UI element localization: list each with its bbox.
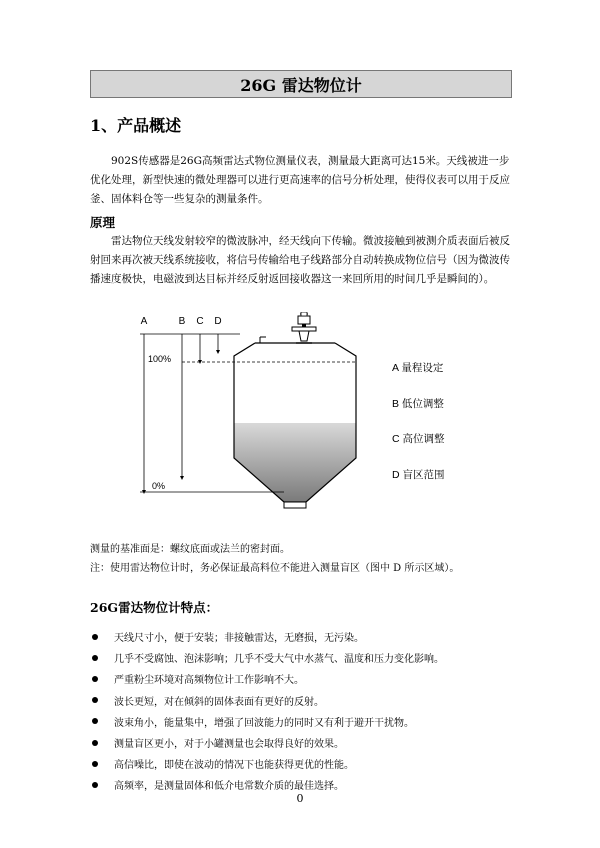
material-fill bbox=[234, 423, 356, 502]
legend-b: B 低位调整 bbox=[392, 398, 444, 410]
bullet-icon bbox=[92, 718, 98, 724]
document-title: 26G 雷达物位计 bbox=[90, 70, 512, 98]
list-item: 测量盲区更小，对于小罐测量也会取得良好的效果。 bbox=[90, 732, 444, 753]
bullet-icon bbox=[92, 676, 98, 682]
list-item: 波束角小，能量集中，增强了回波能力的同时又有利于避开干扰物。 bbox=[90, 711, 444, 732]
label-100pct: 100% bbox=[148, 354, 172, 364]
list-item: 高信噪比，即使在波动的情况下也能获得更优的性能。 bbox=[90, 753, 444, 774]
bullet-icon bbox=[92, 655, 98, 661]
label-d: D bbox=[214, 316, 222, 327]
radar-sensor-icon bbox=[292, 312, 316, 343]
bullet-icon bbox=[92, 740, 98, 746]
label-b: B bbox=[178, 316, 186, 327]
baseline-note: 测量的基准面是：螺纹底面或法兰的密封面。 bbox=[90, 544, 290, 555]
radar-tank-diagram bbox=[130, 312, 460, 522]
list-item: 几乎不受腐蚀、泡沫影响；几乎不受大气中水蒸气、温度和压力变化影响。 bbox=[90, 647, 444, 668]
legend-a: A 量程设定 bbox=[392, 362, 444, 374]
bullet-icon bbox=[92, 761, 98, 767]
bullet-icon bbox=[92, 697, 98, 703]
legend-d: D 盲区范围 bbox=[392, 469, 445, 481]
label-a: A bbox=[140, 316, 148, 327]
principle-paragraph: 雷达物位天线发射较窄的微波脉冲，经天线向下传输。微波接触到被测介质表面后被反射回来再次被天线系统接收，将信号传输给电子线路部分自动转换成物位信号（因为微波传播速度极快，电磁波到达目标并经反射返回接收器这一来回所用的时间几乎是瞬间的）。 bbox=[90, 235, 510, 285]
list-item: 天线尺寸小，便于安装；非接触雷达，无磨损，无污染。 bbox=[90, 626, 444, 647]
label-0pct: 0% bbox=[152, 481, 166, 491]
overview-paragraph: 902S传感器是26G高频雷达式物位测量仪表，测量最大距离可达15米。天线被进一步优化处理，新型快速的微处理器可以进行更高速率的信号分析处理，使得仪表可以用于反应釜、固体料仓等一些复杂的测量条件。 bbox=[90, 155, 510, 205]
section-heading-overview: 1、产品概述 bbox=[90, 116, 182, 135]
principle-heading: 原理 bbox=[90, 215, 116, 230]
legend-c: C 高位调整 bbox=[392, 433, 445, 445]
list-item: 严重粉尘环境对高频物位计工作影响不大。 bbox=[90, 668, 444, 689]
list-item: 高频率，是测量固体和低介电常数介质的最佳选择。 bbox=[90, 774, 444, 795]
label-c: C bbox=[196, 316, 204, 327]
features-heading: 26G雷达物位计特点： bbox=[90, 600, 219, 615]
page-number: 0 bbox=[296, 792, 304, 805]
bullet-icon bbox=[92, 782, 98, 788]
bullet-icon bbox=[92, 634, 98, 640]
warning-note: 注：使用雷达物位计时，务必保证最高料位不能进入测量盲区（图中 D 所示区域）。 bbox=[90, 563, 460, 574]
list-item: 波长更短，对在倾斜的固体表面有更好的反射。 bbox=[90, 690, 444, 711]
features-list bbox=[90, 626, 444, 796]
